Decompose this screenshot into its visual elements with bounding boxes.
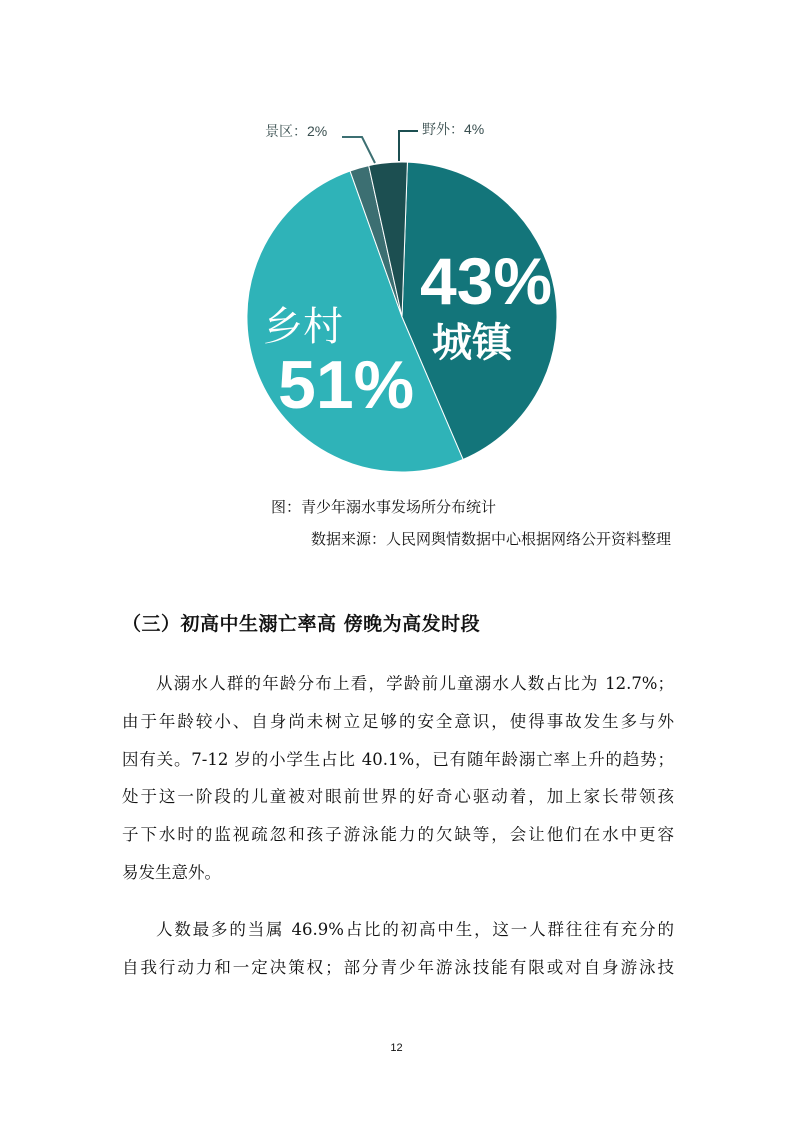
pie-chart [0,0,793,500]
slice-label-wild: 野外：4% [422,121,485,137]
slice-label-village: 乡村 [263,304,343,350]
slice-label-scenic: 景区：2% [265,123,328,139]
text-line: 从溺水人群的年龄分布上看，学龄前儿童溺水人数占比为 12.7%； [156,674,674,693]
text-line: 人数最多的当属 46.9%占比的初高中生，这一人群往往有充分的 [156,920,674,939]
paragraph-1 [122,665,674,892]
text-line: 易发生意外。 [122,862,221,882]
text-line: 处于这一阶段的儿童被对眼前世界的好奇心驱动着，加上家长带领孩 [122,787,674,807]
page-number: 12 [390,1042,403,1054]
text-line: 因有关。7-12 岁的小学生占比 40.1%，已有随年龄溺亡率上升的趋势； [122,749,674,769]
text-line: 子下水时的监视疏忽和孩子游泳能力的欠缺等，会让他们在水中更容 [122,825,674,845]
slice-value-town: 43% [420,244,553,318]
scenic-leader-line [342,137,375,163]
text-line: 自我行动力和一定决策权；部分青少年游泳技能有限或对自身游泳技 [122,957,674,977]
section-heading: （三）初高中生溺亡率高 傍晚为高发时段 [122,613,481,635]
figure-caption: 图：青少年溺水事发场所分布统计 [271,498,497,516]
text-line: 由于年龄较小、自身尚未树立足够的安全意识，使得事故发生多与外 [122,711,674,731]
leader-lines [342,131,418,163]
slice-label-town: 城镇 [432,320,512,366]
paragraph-2 [122,911,674,987]
wild-leader-line [399,131,418,161]
data-source-note: 数据来源：人民网舆情数据中心根据网络公开资料整理 [310,530,671,548]
slice-value-village: 51% [278,347,415,423]
